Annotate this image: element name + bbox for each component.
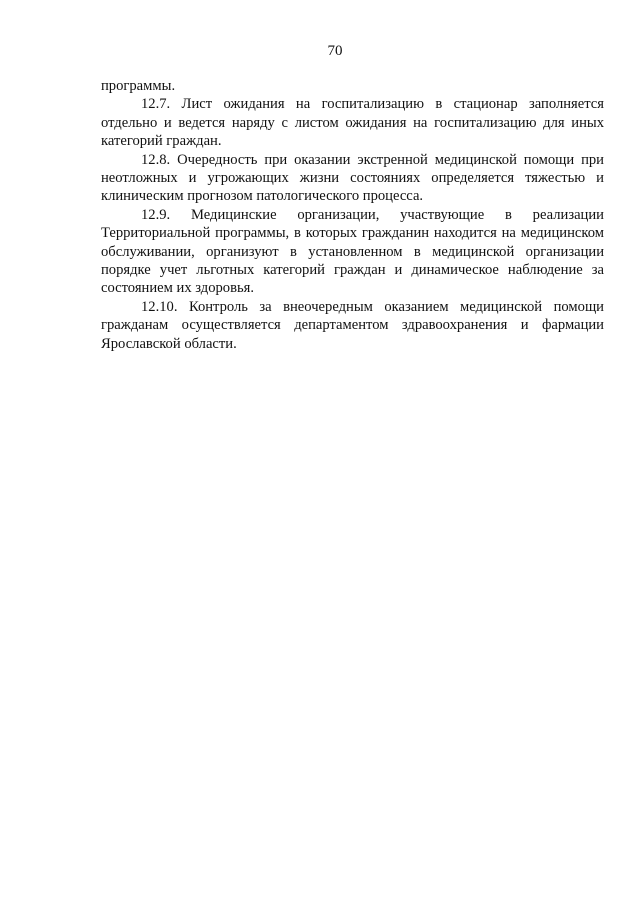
paragraph-continuation: программы. [101,78,176,94]
document-body [101,77,604,353]
paragraph-12-10: 12.10. Контроль за внеочередным оказанием медицинской помощи гражданам осуществляется департаментом здравоохранения и фармации Ярославской области. [101,298,604,352]
paragraph-12-9: 12.9. Медицинские организации, участвующие в реализации Территориальной программы, в которых гражданин находится на медицинском обслуживании, организуют в установленном в медицинской организации порядке учет льготных категорий граждан и динамическое наблюдение за состоянием их здоровья. [101,206,604,297]
paragraph-12-8: 12.8. Очередность при оказании экстренной медицинской помощи при неотложных и угрожающих жизни состояниях определяется тяжестью и клиническим прогнозом патологического процесса. [101,151,604,205]
page-number: 70 [327,43,343,59]
paragraph-12-7: 12.7. Лист ожидания на госпитализацию в стационар заполняется отдельно и ведется наряду с листом ожидания на госпитализацию для иных категорий граждан. [101,96,604,150]
